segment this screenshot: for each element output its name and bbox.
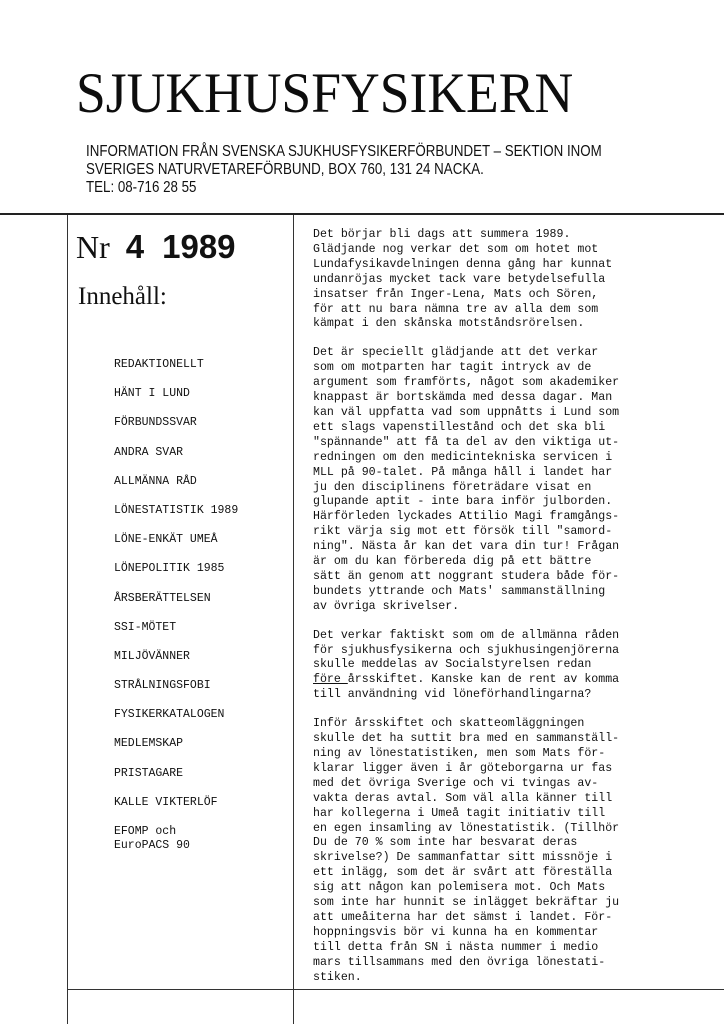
toc-item: FÖRBUNDSSVAR	[114, 416, 197, 430]
paragraph-text: årsskiftet. Kanske kan de rent av komma till användning vid löneförhandlingarna?	[313, 673, 620, 702]
editorial-text	[313, 228, 718, 1000]
contents-heading: Innehåll:	[78, 283, 167, 310]
toc-item: ÅRSBERÄTTELSEN	[114, 591, 211, 605]
paragraph	[313, 629, 718, 704]
underlined-word: före	[313, 673, 348, 687]
toc-item: LÖNEPOLITIK 1985	[114, 562, 225, 576]
org-line: SVERIGES NATURVETAREFÖRBUND, BOX 760, 131 24 NACKA.	[86, 161, 484, 178]
org-line: TEL: 08-716 28 55	[86, 179, 197, 196]
toc-item: ALLMÄNNA RÅD	[114, 474, 197, 488]
paragraph: Det är speciellt glädjande att det verkar som om motparten har tagit intryck av de argument som framförts, något som akademiker knappast är bortskämda med dessa dagar. Man kan väl uppfatta vad som uppnåtts i Lund som ett slags vapenstillestånd och det ska bli "spännande" att få ta del av den viktiga ut- redningen om den medicintekniska servicen i MLL på 90-talet. På många håll i landet har ju den disciplinens företrädare visat en glupande aptit - inte bara inför julborden. Härförleden lyckades Attilio Magi framgångs- rikt värja sig mot ett försök till "samord- ning". Nästa år kan det vara din tur! Frågan är om du kan förbereda dig på ett bättre sätt än genom att noggrant studera både för- bundets yttrande och Mats' sammanställning av övriga skrivelser.	[313, 346, 620, 613]
paragraph: Inför årsskiftet och skatteomläggningen skulle det ha suttit bra med en sammanställ- ning av lönestatistiken, men som Mats för- klarar ligger även i år göteborgarna ur fas med det övriga Sverige och vi tvingas av- vakta deras avtal. Som väl alla känner till har kollegerna i Umeå tagit initiativ till en egen insamling av lönestatistik. (Tillhör Du de 70 % som inte har besvarat deras skrivelse?) De sammanfattar sitt missnöje i ett inlägg, som det är svårt att föreställa sig att någon kan polemisera mot. Och Mats som inte har hunnit se inlägget bekräftar ju att umeåiterna har det sämst i landet. För- hoppningsvis bör vi kunna ha en kommentar till detta från SN i nästa nummer i medio mars tillsammans med den övriga lönestati- stiken.	[313, 717, 620, 984]
table-of-contents	[114, 358, 238, 854]
paragraph: Det börjar bli dags att summera 1989. Glädjande nog verkar det som om hotet mot Lundafysikavdelningen denna gång har kunnat undanröjas mycket tack vare betydelsefulla insatser från Inger-Lena, Mats och Sören, för att nu bara nämna tre av alla dem som kämpat i den skånska motståndsrörelsen.	[313, 228, 613, 331]
toc-item: EFOMP och EuroPACS 90	[114, 825, 190, 852]
toc-item: PRISTAGARE	[114, 766, 184, 780]
toc-item: REDAKTIONELLT	[114, 358, 204, 371]
issue-year: 1989	[162, 228, 236, 265]
toc-item: LÖNESTATISTIK 1989	[114, 503, 239, 517]
toc-item: MEDLEMSKAP	[114, 737, 184, 751]
issue-number-value: 4	[125, 228, 145, 265]
toc-item: KALLE VIKTERLÖF	[114, 795, 218, 809]
organization-info	[86, 143, 602, 197]
toc-item: HÄNT I LUND	[114, 387, 190, 401]
top-divider	[0, 213, 724, 215]
toc-item: FYSIKERKATALOGEN	[114, 708, 225, 722]
issue-nr-label: Nr	[76, 229, 110, 265]
org-line: INFORMATION FRÅN SVENSKA SJUKHUSFYSIKERFÖRBUNDET – SEKTION INOM	[86, 143, 602, 160]
issue-number	[76, 228, 236, 266]
toc-item: SSI-MÖTET	[114, 620, 177, 634]
toc-item: MILJÖVÄNNER	[114, 649, 190, 663]
left-column-rule	[67, 215, 68, 1024]
toc-item: LÖNE-ENKÄT UMEÅ	[114, 533, 218, 547]
paragraph-text: Det verkar faktiskt som om de allmänna råden för sjukhusfysikerna och sjukhusingenjörerna skulle meddelas av Socialstyrelsen redan	[313, 628, 620, 672]
toc-item: ANDRA SVAR	[114, 445, 184, 459]
column-divider	[293, 215, 294, 1024]
toc-item: STRÅLNINGSFOBI	[114, 679, 211, 693]
masthead-title: SJUKHUSFYSIKERN	[76, 62, 574, 125]
